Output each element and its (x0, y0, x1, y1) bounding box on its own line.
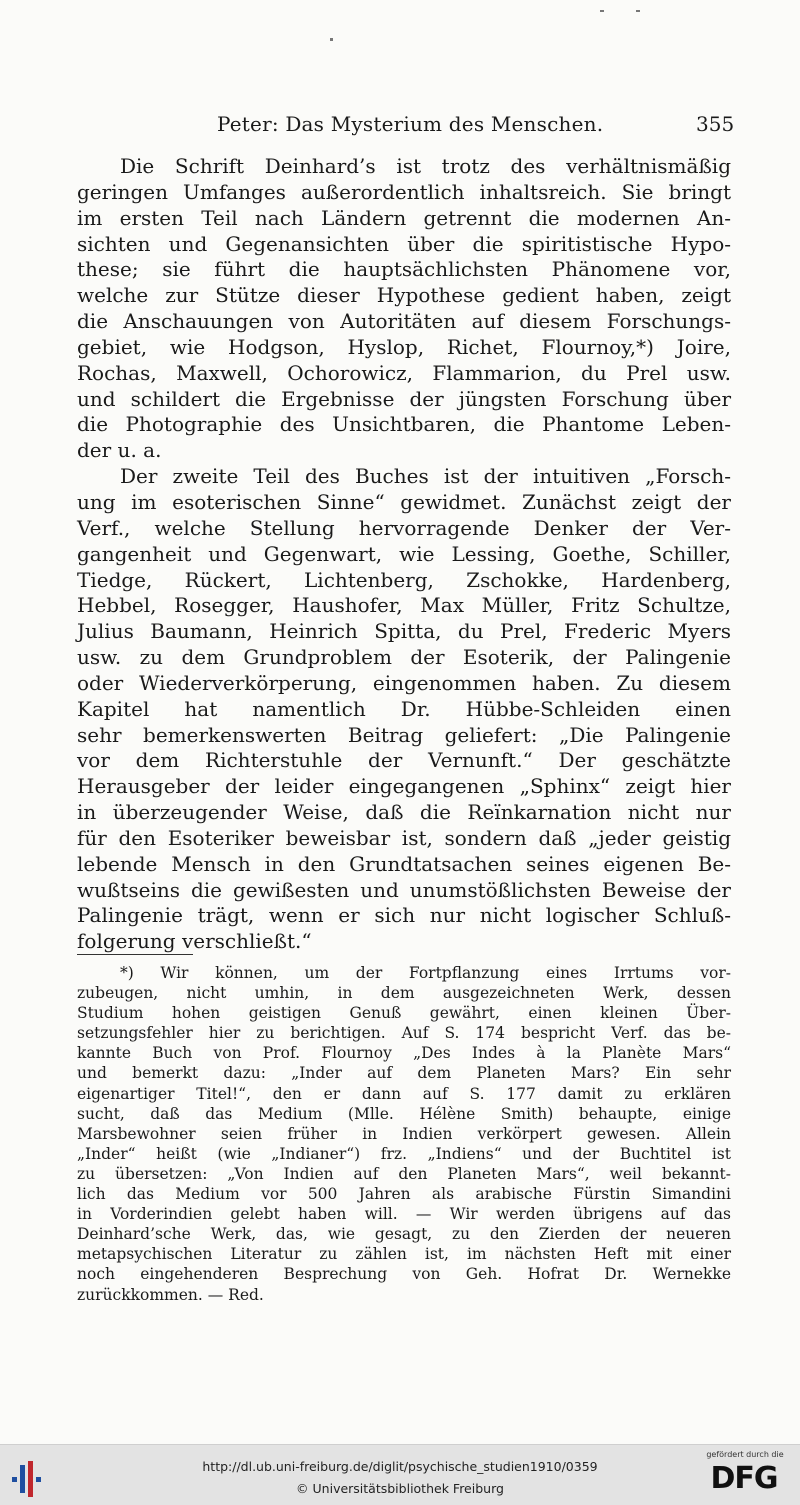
text-line: welche zur Stütze dieser Hypothese gedient haben, zeigt (77, 283, 731, 308)
text-line: Die Schrift Deinhard’s ist trotz des verhältnismäßig (120, 154, 731, 178)
text-line: ung im esoterischen Sinne“ gewidmet. Zunächst zeigt der (77, 489, 731, 514)
text-line: für den Esoteriker beweisbar ist, sondern daß „jeder geistig (77, 825, 731, 850)
text-line: sichten und Gegenansichten über die spiritistische Hypo- (77, 231, 731, 256)
text-line: Herausgeber der leider eingegangenen „Sphinx“ zeigt hier (77, 774, 731, 799)
text-line: die Photographie des Unsichtbaren, die Phantome Leben- (77, 412, 731, 437)
footnote-line: noch eingehenderen Besprechung von Geh. Hofrat Dr. Wernekke (77, 1265, 731, 1284)
footnote-line: sucht, daß das Medium (Mlle. Hélène Smith) behaupte, einige (77, 1104, 731, 1123)
text-line: Palingenie trägt, wenn er sich nur nicht logischer Schluß- (77, 903, 731, 928)
text-line: wußtseins die gewißesten und unumstößlichsten Beweise der (77, 877, 731, 902)
footnote-line: *) Wir können, um der Fortpflanzung eines Irrtums vor- (120, 964, 731, 982)
text-line: Tiedge, Rückert, Lichtenberg, Zschokke, Hardenberg, (77, 567, 731, 592)
viewer-footer (0, 1444, 800, 1505)
permalink-url[interactable]: http://dl.ub.uni-freiburg.de/diglit/psychische_studien1910/0359 (202, 1459, 598, 1474)
footnote-line: lich das Medium vor 500 Jahren als arabische Fürstin Simandini (77, 1185, 731, 1204)
text-line: gangenheit und Gegenwart, wie Lessing, Goethe, Schiller, (77, 541, 731, 566)
scan-speck (636, 10, 640, 12)
text-line: Verf., welche Stellung hervorragende Denker der Ver- (77, 515, 731, 540)
footnote-line: zurückkommen. — Red. (77, 1285, 264, 1304)
footnote-line: zubeugen, nicht umhin, in dem ausgezeichneten Werk, dessen (77, 984, 731, 1003)
footnote-line: in Vorderindien gelebt haben will. — Wir werden übrigens auf das (77, 1205, 731, 1224)
scan-speck (330, 38, 333, 41)
text-line: vor dem Richterstuhle der Vernunft.“ Der geschätzte (77, 748, 731, 773)
footnote (77, 963, 731, 1305)
text-line: gebiet, wie Hodgson, Hyslop, Richet, Flournoy,*) Joire, (77, 334, 731, 359)
footnote-line: metapsychischen Literatur zu zählen ist, im nächsten Heft mit einer (77, 1245, 731, 1264)
footnote-line: Studium hohen geistigen Genuß gewährt, einen kleinen Über- (77, 1004, 731, 1023)
footnote-line: kannte Buch von Prof. Flournoy „Des Indes à la Planète Mars“ (77, 1044, 731, 1063)
text-line: in überzeugender Weise, daß die Reïnkarnation nicht nur (77, 800, 731, 825)
footnote-line: zu übersetzen: „Von Indien auf den Planeten Mars“, weil bekannt- (77, 1164, 731, 1183)
text-line: Hebbel, Rosegger, Haushofer, Max Müller, Fritz Schultze, (77, 593, 731, 618)
text-line: folgerung verschließt.“ (77, 929, 312, 954)
footnote-separator (77, 954, 193, 955)
body-text (77, 154, 731, 955)
footnote-line: eigenartiger Titel!“, den er dann auf S. 177 damit zu erklären (77, 1084, 731, 1103)
text-line: der u. a. (77, 438, 162, 463)
footnote-line: Marsbewohner seien früher in Indien verkörpert gewesen. Allein (77, 1124, 731, 1143)
copyright-notice: © Universitätsbibliothek Freiburg (296, 1481, 504, 1496)
text-line: usw. zu dem Grundproblem der Esoterik, der Palingenie (77, 645, 731, 670)
text-line: Rochas, Maxwell, Ochorowicz, Flammarion, du Prel usw. (77, 360, 731, 385)
footnote-line: „Inder“ heißt (wie „Indianer“) frz. „Indiens“ und der Buchtitel ist (77, 1144, 731, 1163)
text-line: Julius Baumann, Heinrich Spitta, du Prel, Frederic Myers (77, 619, 731, 644)
footnote-line: Deinhard’sche Werk, das, wie gesagt, zu den Zierden der neueren (77, 1225, 731, 1244)
text-line: Kapitel hat namentlich Dr. Hübbe-Schleiden einen (77, 696, 731, 721)
text-line: und schildert die Ergebnisse der jüngsten Forschung über (77, 386, 731, 411)
text-line: oder Wiederverkörperung, eingenommen haben. Zu diesem (77, 670, 731, 695)
page-number: 355 (696, 112, 735, 136)
footnote-line: setzungsfehler hier zu berichtigen. Auf S. 174 bespricht Verf. das be- (77, 1024, 731, 1043)
running-header-title: Peter: Das Mysterium des Menschen. (217, 112, 604, 136)
scan-speck (600, 10, 604, 12)
text-line: sehr bemerkenswerten Beitrag geliefert: „Die Palingenie (77, 722, 731, 747)
footnote-line: und bemerkt dazu: „Inder auf dem Planeten Mars? Ein sehr (77, 1064, 731, 1083)
dfg-tagline: gefördert durch die (706, 1450, 784, 1459)
text-line: im ersten Teil nach Ländern getrennt die modernen An- (77, 205, 731, 230)
text-line: geringen Umfanges außerordentlich inhaltsreich. Sie bringt (77, 179, 731, 204)
text-line: die Anschauungen von Autoritäten auf diesem Forschungs- (77, 309, 731, 334)
text-line: lebende Mensch in den Grundtatsachen seines eigenen Be- (77, 851, 731, 876)
dfg-logo[interactable]: DFG (710, 1461, 778, 1496)
text-line: these; sie führt die hauptsächlichsten Phänomene vor, (77, 257, 731, 282)
text-line: Der zweite Teil des Buches ist der intuitiven „Forsch- (120, 464, 731, 489)
